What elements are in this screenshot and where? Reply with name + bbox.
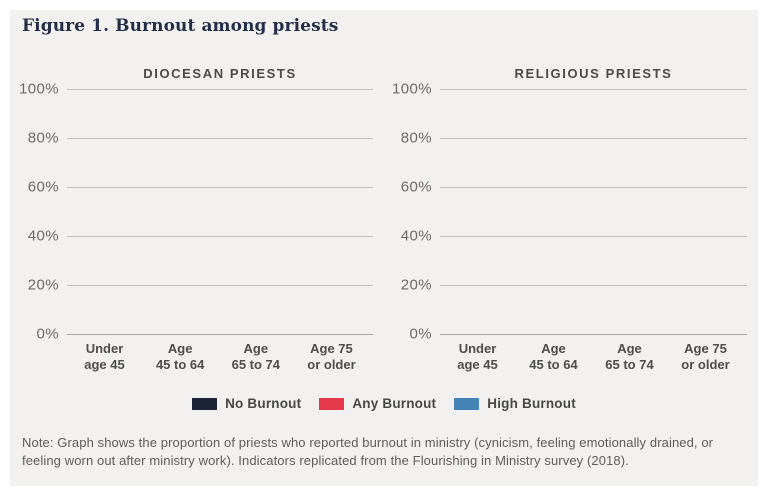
note-text: Note: Graph shows the proportion of priests who reported burnout in ministry (cynicism, feeling emotionally drained, or feeling worn out after ministry work). Indicators replicated from the Flourishing in Ministry survey (2018). bbox=[22, 435, 714, 468]
chart-title-religious: RELIGIOUS PRIESTS bbox=[514, 66, 673, 81]
y-tick-label: 40% bbox=[400, 227, 432, 245]
y-tick-label: 0% bbox=[409, 325, 432, 343]
legend-item bbox=[319, 396, 436, 411]
legend-swatch bbox=[319, 398, 344, 410]
x-axis-label: Age 45 to 64 bbox=[529, 341, 578, 372]
plot-area bbox=[19, 80, 373, 343]
x-axis-labels bbox=[67, 341, 373, 372]
legend-label: High Burnout bbox=[487, 396, 576, 411]
chart-diocesan-priests bbox=[20, 64, 373, 380]
legend-swatch bbox=[454, 398, 479, 410]
legend-label: Any Burnout bbox=[352, 396, 437, 411]
y-tick-label: 20% bbox=[400, 276, 432, 294]
y-tick-label: 80% bbox=[27, 129, 59, 147]
bars bbox=[440, 89, 747, 334]
legend-item bbox=[454, 396, 576, 411]
bars bbox=[67, 89, 373, 334]
x-axis-labels bbox=[440, 341, 747, 372]
x-axis-label: Age 75 or older bbox=[681, 341, 730, 372]
y-tick-label: 60% bbox=[400, 178, 432, 196]
x-axis-label: Age 65 to 74 bbox=[605, 341, 654, 372]
y-tick-label: 100% bbox=[392, 80, 432, 98]
plot-area bbox=[392, 80, 747, 343]
legend-item bbox=[192, 396, 301, 411]
figure-title: Figure 1. Burnout among priests bbox=[22, 16, 339, 36]
x-axis-label: Age 75 or older bbox=[307, 341, 356, 372]
x-axis-label: Age 45 to 64 bbox=[155, 341, 205, 372]
chart-title-diocesan: DIOCESAN PRIESTS bbox=[143, 66, 297, 81]
x-axis-label: Under age 45 bbox=[457, 341, 498, 372]
y-tick-label: 100% bbox=[19, 80, 59, 98]
legend-label: No Burnout bbox=[225, 396, 302, 411]
x-axis-label: Under age 45 bbox=[84, 341, 125, 372]
y-tick-label: 20% bbox=[27, 276, 59, 294]
y-tick-label: 40% bbox=[27, 227, 59, 245]
chart-religious-priests bbox=[388, 64, 747, 380]
y-tick-label: 0% bbox=[36, 325, 59, 343]
y-tick-label: 60% bbox=[27, 178, 59, 196]
x-axis-label: Age 65 to 74 bbox=[231, 341, 281, 372]
y-tick-label: 80% bbox=[400, 129, 432, 147]
legend-swatch bbox=[192, 398, 217, 410]
legend bbox=[0, 396, 768, 411]
